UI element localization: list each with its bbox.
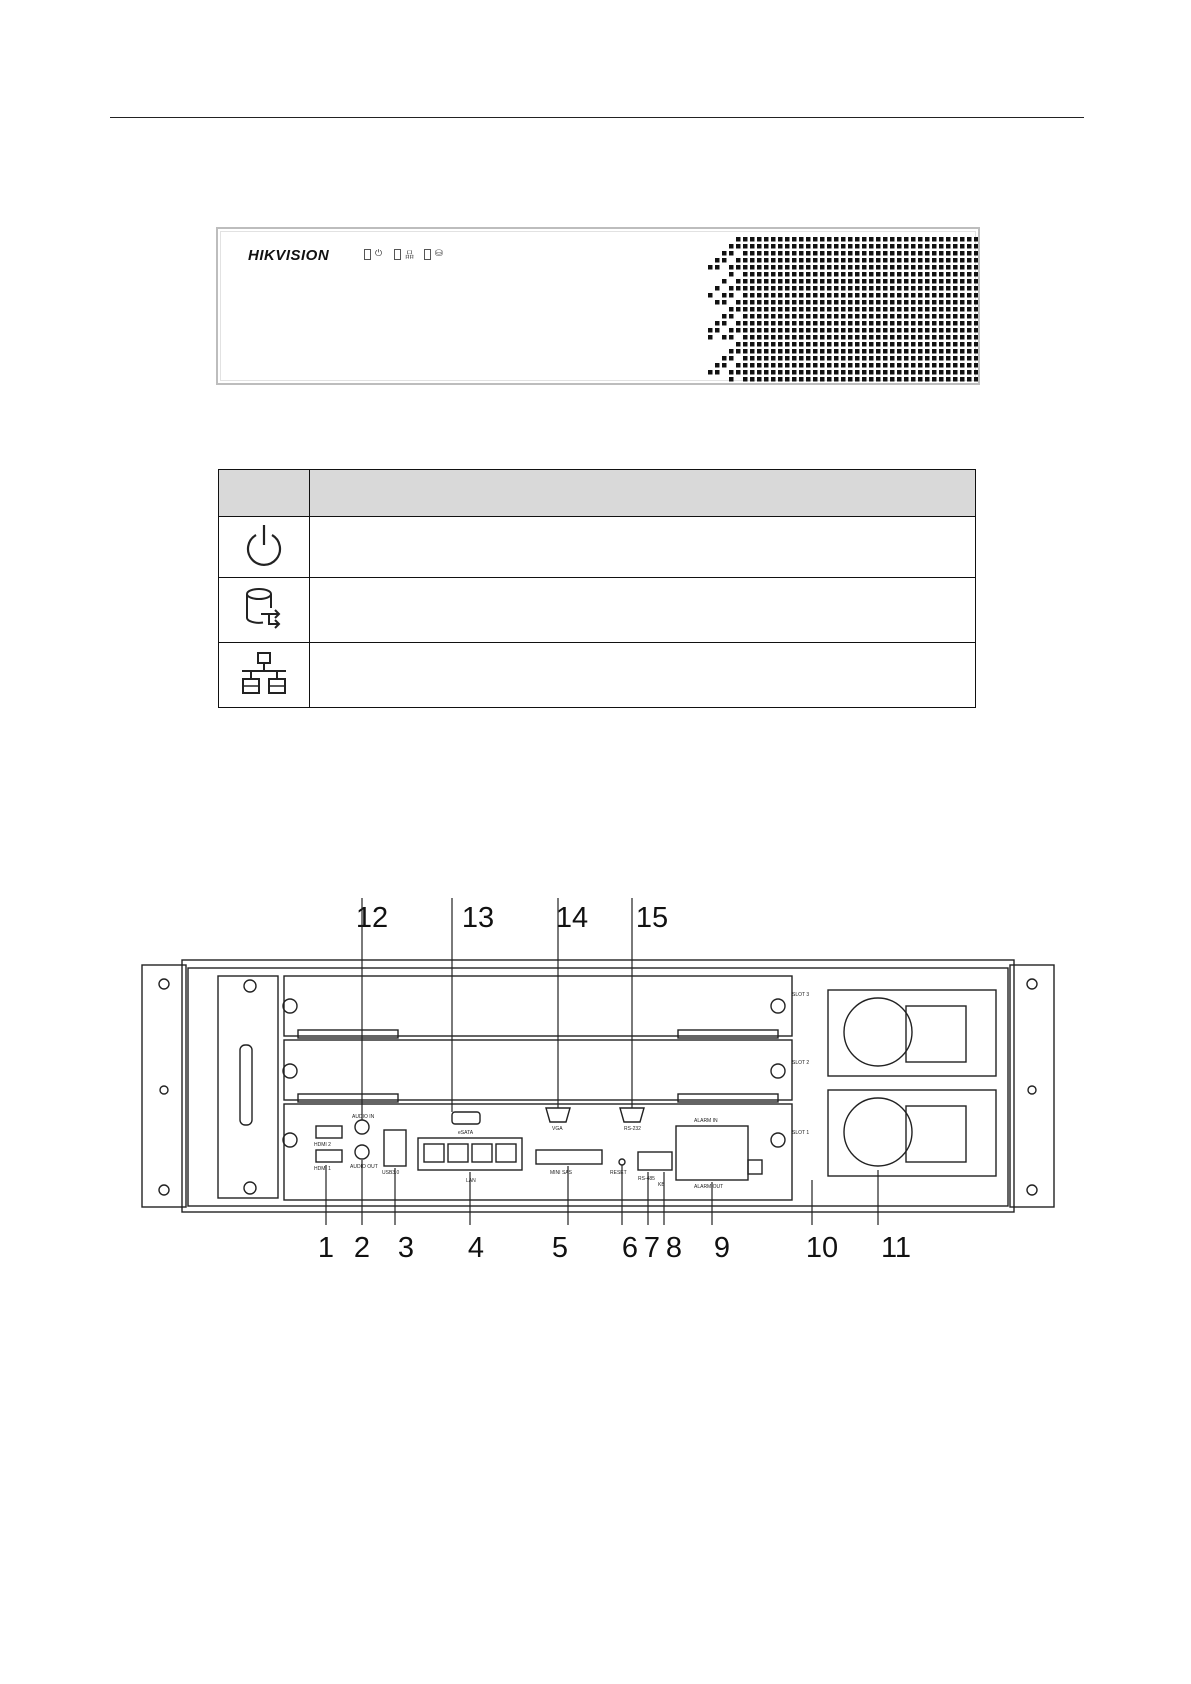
label-hdmi2: HDMI 2 xyxy=(314,1142,331,1148)
callout-number: 9 xyxy=(713,1232,731,1264)
label-kb: KB xyxy=(658,1182,665,1188)
label-esata: eSATA xyxy=(458,1130,474,1136)
callout-number: 8 xyxy=(665,1232,683,1264)
callout-number: 5 xyxy=(551,1232,569,1264)
callout-number: 12 xyxy=(355,902,389,934)
rear-panel-illustration xyxy=(138,890,1058,1270)
front-panel-illustration xyxy=(216,227,980,385)
label-vga: VGA xyxy=(552,1126,563,1132)
label-audio-in: AUDIO IN xyxy=(352,1114,375,1120)
label-slot3: SLOT 3 xyxy=(792,992,810,998)
label-reset: RESET xyxy=(610,1170,627,1176)
hdd-icon: ⛁ xyxy=(435,248,443,258)
power-icon xyxy=(242,521,286,571)
callout-number: 1 xyxy=(317,1232,335,1264)
callout-number: 13 xyxy=(461,902,495,934)
label-slot1: SLOT 1 xyxy=(792,1130,810,1136)
callout-number: 15 xyxy=(635,902,669,934)
label-rs485: RS-485 xyxy=(638,1176,655,1182)
label-alarm-in: ALARM IN xyxy=(694,1118,718,1124)
label-rs232: RS-232 xyxy=(624,1126,641,1132)
callout-number: 2 xyxy=(353,1232,371,1264)
label-slot2: SLOT 2 xyxy=(792,1060,810,1066)
callout-number: 3 xyxy=(397,1232,415,1264)
label-audio-out: AUDIO OUT xyxy=(350,1164,378,1170)
label-hdmi1: HDMI 1 xyxy=(314,1166,331,1172)
callout-number: 7 xyxy=(643,1232,661,1264)
table-row xyxy=(219,578,976,643)
power-icon: ⏻ xyxy=(375,248,383,258)
brand-logo: HIKVISION xyxy=(248,247,330,264)
hdd-icon xyxy=(239,584,289,634)
network-icon: 品 xyxy=(405,250,415,260)
callout-number: 14 xyxy=(555,902,589,934)
callout-number: 4 xyxy=(467,1232,485,1264)
table-header-icon xyxy=(219,470,310,517)
label-lan: LAN xyxy=(466,1178,476,1184)
callout-number: 6 xyxy=(621,1232,639,1264)
table-row xyxy=(219,643,976,708)
led-indicator-table xyxy=(218,469,976,708)
label-minisas: MINI SAS xyxy=(550,1170,572,1176)
table-header-description xyxy=(310,470,976,517)
header-rule xyxy=(110,117,1084,118)
callout-number: 11 xyxy=(880,1232,912,1264)
table-row xyxy=(219,517,976,578)
network-icon xyxy=(238,649,290,699)
callout-number: 10 xyxy=(805,1232,839,1264)
label-usb: USB3.0 xyxy=(382,1170,400,1176)
vent-grille xyxy=(218,229,978,383)
label-alarm-out: ALARM OUT xyxy=(694,1184,724,1190)
